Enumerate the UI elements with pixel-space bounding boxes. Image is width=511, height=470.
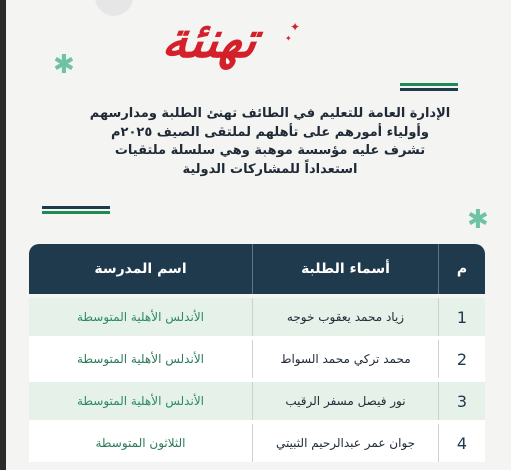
table-header (29, 244, 485, 294)
page-title: تهنئة (158, 10, 262, 69)
sparkle-icon: ✦ (285, 34, 292, 43)
student-name: نور فيصل مسفر الرقيب (252, 382, 439, 420)
decorative-lines-top (400, 83, 458, 93)
decorative-lines-bottom (42, 206, 110, 216)
school-name: الأندلس الأهلية المتوسطة (76, 310, 204, 324)
decorative-circle (95, 0, 133, 16)
row-num: 3 (456, 391, 468, 411)
header-school-name: اسم المدرسة (94, 261, 187, 277)
row-num: 2 (456, 349, 468, 369)
row-num: 1 (456, 307, 468, 327)
school-name: الثلاثون المتوسطة (95, 436, 186, 450)
table-row (29, 424, 485, 462)
asterisk-icon: ✱ (467, 205, 489, 235)
school-name: الأندلس الأهلية المتوسطة (76, 394, 204, 408)
message-line: استعداداً للمشاركات الدولية (182, 161, 358, 177)
header-num: م (456, 261, 468, 277)
students-table (29, 244, 485, 462)
header-student-names: أسماء الطلبة (252, 244, 439, 294)
message-line: تشرف عليه مؤسسة موهبة وهي سلسلة ملتقيات (114, 143, 426, 158)
asterisk-icon: ✱ (53, 50, 75, 80)
table-row (29, 298, 485, 336)
row-num: 4 (456, 433, 468, 453)
table-row (29, 340, 485, 378)
congratulation-message (60, 105, 480, 179)
table-row (29, 382, 485, 420)
student-name: جوان عمر عبدالرحيم الثبيتي (252, 424, 439, 462)
message-line: الإدارة العامة للتعليم في الطائف تهنئ الطلبة ومدارسهم (89, 106, 451, 121)
message-line: وأولياء أمورهم على تأهلهم لملتقى الصيف ٢٠٢٥م (111, 124, 429, 140)
student-name: زياد محمد يعقوب خوجه (252, 298, 439, 336)
table-body (29, 298, 485, 462)
sparkle-icon: ✦ (290, 20, 301, 34)
student-name: محمد تركي محمد السواط (252, 340, 439, 378)
left-frame-edge (0, 0, 6, 470)
school-name: الأندلس الأهلية المتوسطة (76, 352, 204, 366)
